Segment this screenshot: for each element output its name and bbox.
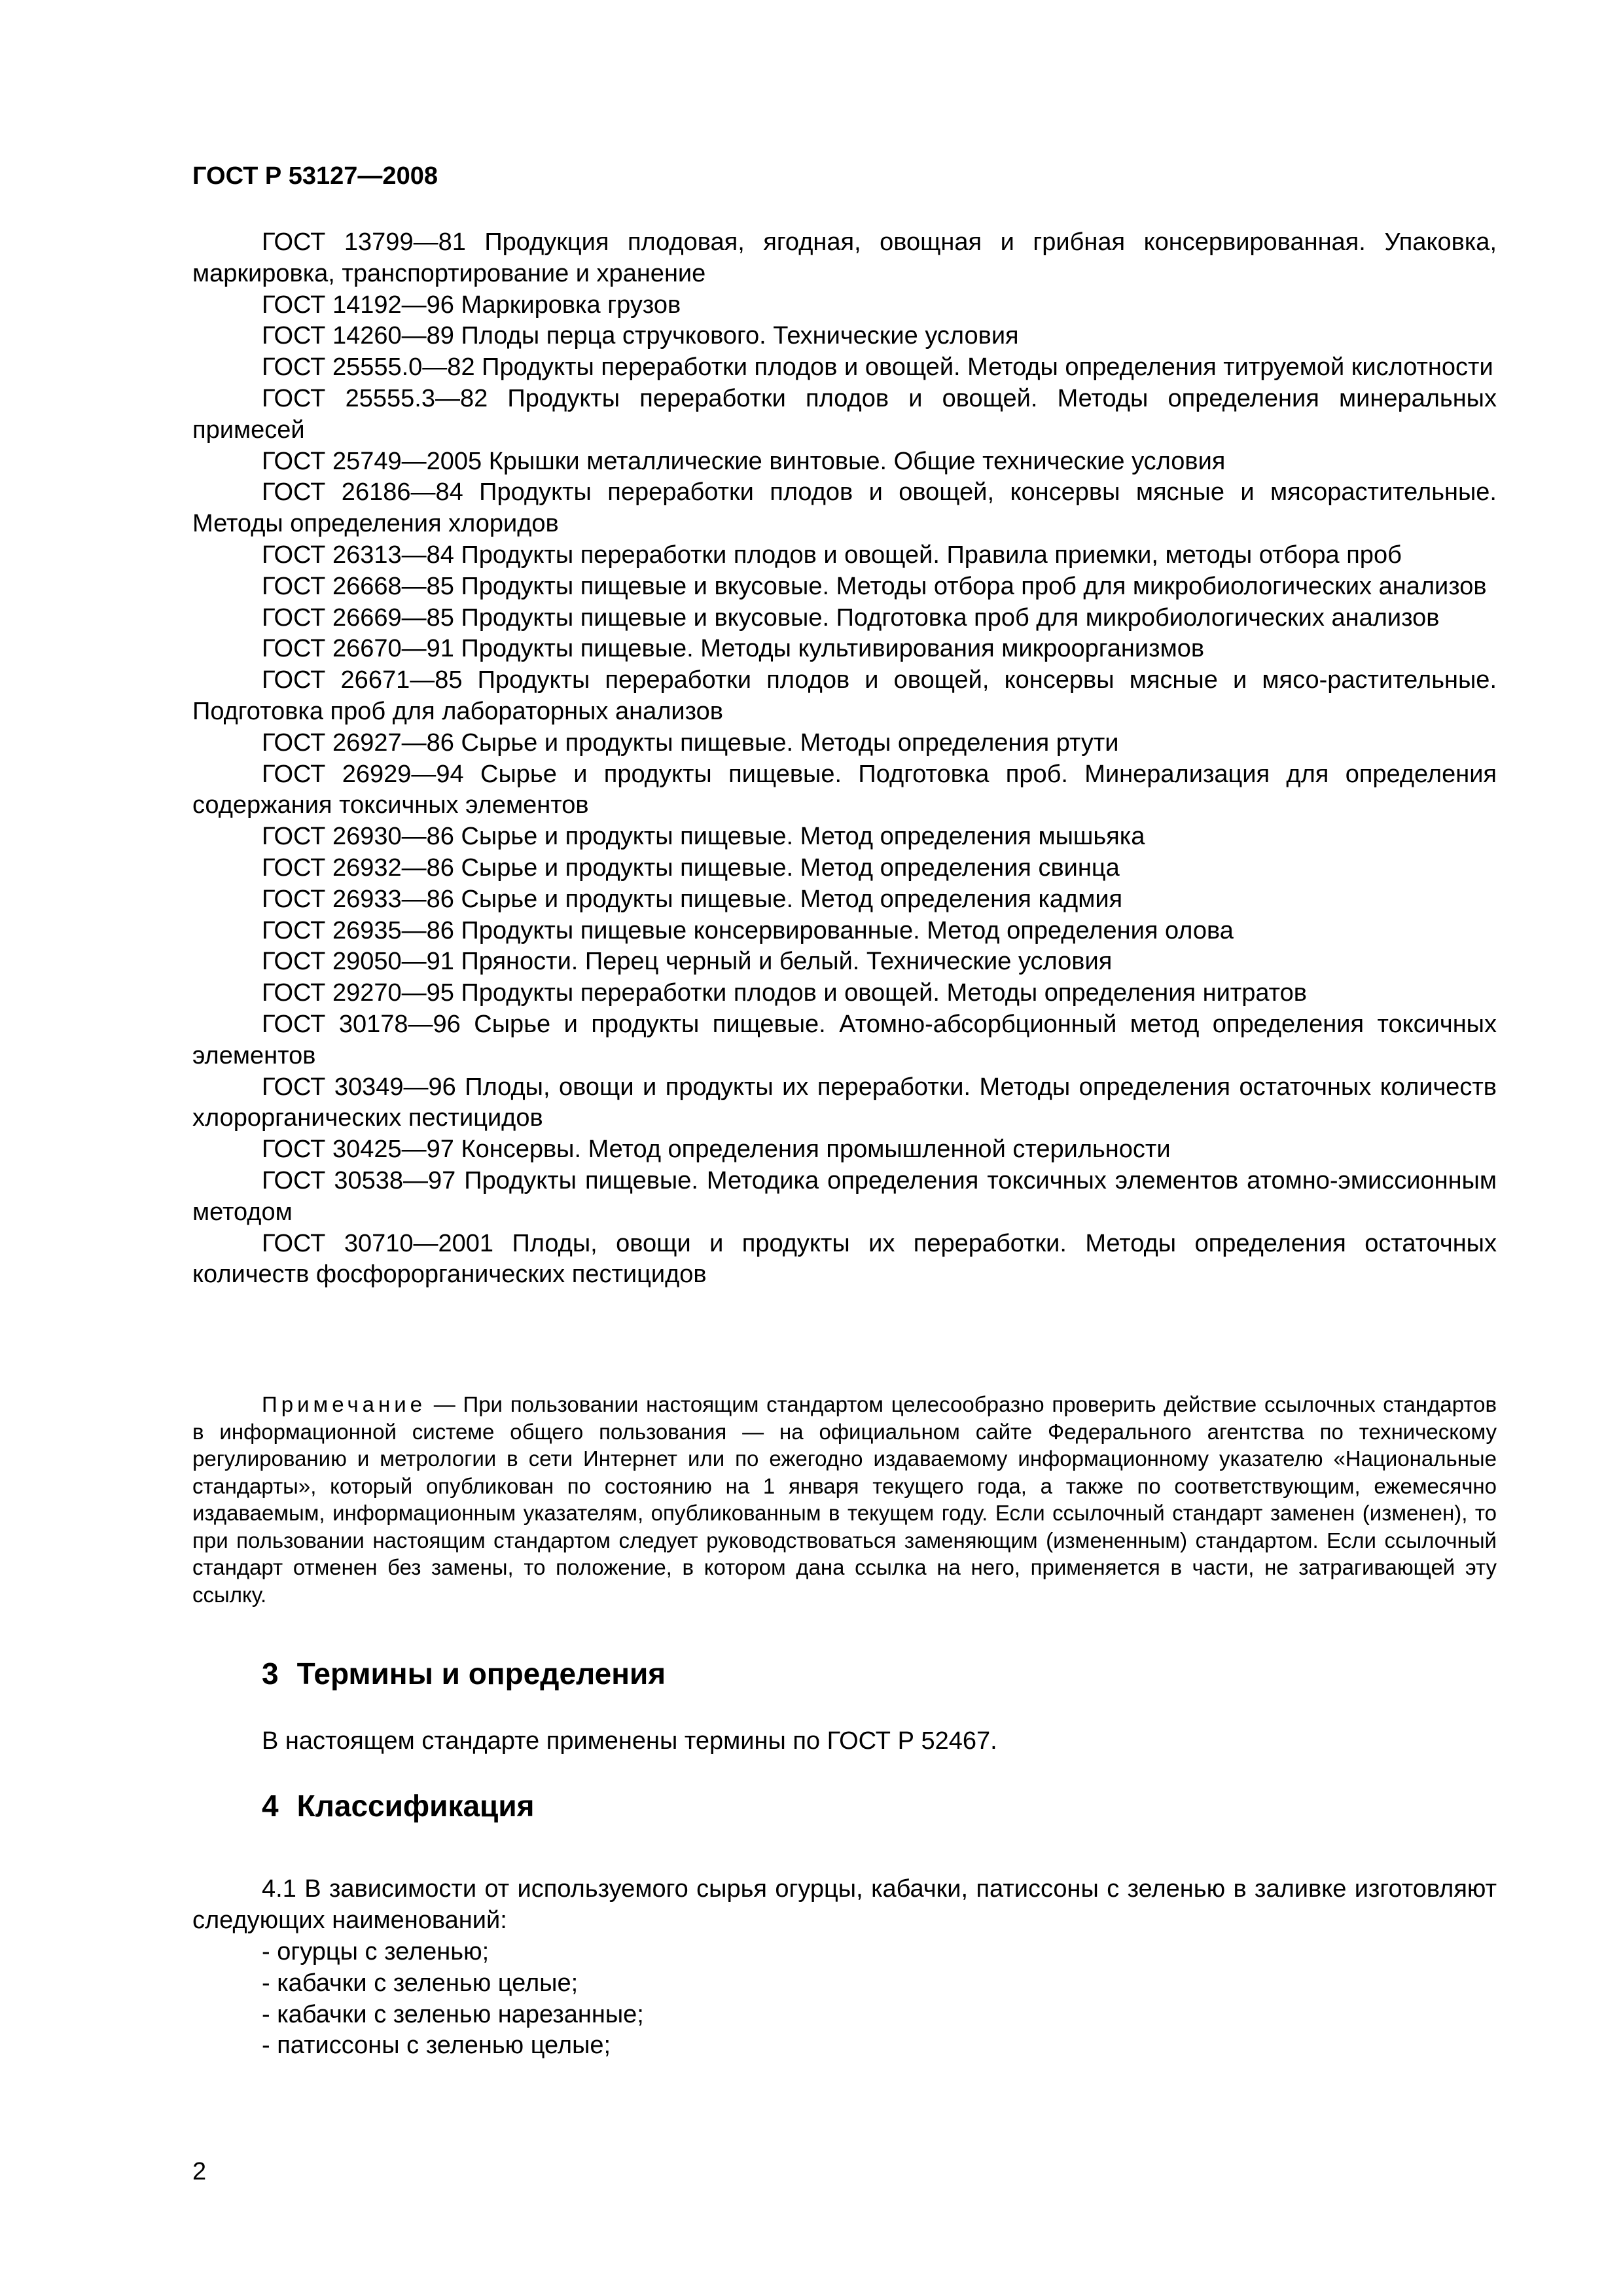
reference-item: ГОСТ 26669—85 Продукты пищевые и вкусовые. Подготовка проб для микробиологических анализов — [262, 603, 1440, 632]
reference-item: ГОСТ 14192—96 Маркировка грузов — [262, 291, 681, 319]
reference-item: ГОСТ 26671—85 Продукты переработки плодов и овощей, консервы мясные и мясо-растительные. Подготовка проб для лабораторных анализов — [192, 666, 1497, 725]
section-3-title: Термины и определения — [296, 1657, 666, 1691]
section-4-1-paragraph: 4.1 В зависимости от используемого сырья огурцы, кабачки, патиссоны с зеленью в заливке изготовляют следующих наименований: — [192, 1875, 1497, 1934]
reference-item: ГОСТ 25749—2005 Крышки металлические винтовые. Общие технические условия — [262, 447, 1226, 475]
reference-item: ГОСТ 29270—95 Продукты переработки плодов и овощей. Методы определения нитратов — [262, 979, 1307, 1007]
section-3-text: В настоящем стандарте применены термины по ГОСТ Р 52467. — [262, 1727, 997, 1755]
reference-item: ГОСТ 29050—91 Пряности. Перец черный и белый. Технические условия — [262, 948, 1113, 976]
section-4-heading — [262, 1788, 534, 1823]
reference-item: ГОСТ 26933—86 Сырье и продукты пищевые. Метод определения кадмия — [262, 885, 1123, 913]
list-item: - кабачки с зеленью целые; — [262, 1968, 644, 2000]
reference-item: ГОСТ 25555.3—82 Продукты переработки плодов и овощей. Методы определения минеральных примесей — [192, 384, 1497, 444]
note-label: Примечание — [262, 1392, 427, 1416]
reference-item: ГОСТ 26927—86 Сырье и продукты пищевые. Методы определения ртути — [262, 728, 1119, 757]
reference-item: ГОСТ 30178—96 Сырье и продукты пищевые. Атомно-абсорбционный метод определения токсичных элементов — [192, 1010, 1497, 1069]
normative-references — [192, 227, 1497, 1291]
reference-item: ГОСТ 30425—97 Консервы. Метод определения промышленной стерильности — [262, 1136, 1171, 1164]
reference-item: ГОСТ 14260—89 Плоды перца стручкового. Технические условия — [262, 322, 1019, 350]
reference-item: ГОСТ 30710—2001 Плоды, овощи и продукты их переработки. Методы определения остаточных количеств фосфорорганических пестицидов — [192, 1229, 1497, 1289]
document-header: ГОСТ Р 53127—2008 — [192, 162, 438, 190]
note-text: — При пользовании настоящим стандартом целесообразно проверить действие ссылочных стандартов в информационной системе общего пользования — на официальном сайте Федерального агентства по техническому регулированию и метрологии в сети Интернет или по ежегодно издаваемому информационному указателю «Национальные стандарты», который опубликован по состоянию на 1 января текущего года, а также по соответствующим, ежемесячно издаваемым, информационным указателям, опубликованным в текущем году. Если ссылочный стандарт заменен (изменен), то при пользовании настоящим стандартом следует руководствоваться заменяющим (измененным) стандартом. Если ссылочный стандарт отменен без замены, то положение, в котором дана ссылка на него, применяется в части, не затрагивающей эту ссылку. — [192, 1392, 1497, 1607]
reference-item: ГОСТ 26186—84 Продукты переработки плодов и овощей, консервы мясные и мясорастительные. Методы определения хлоридов — [192, 478, 1497, 538]
reference-item: ГОСТ 26670—91 Продукты пищевые. Методы культивирования микроорганизмов — [262, 635, 1205, 663]
product-names-list — [262, 1937, 644, 2062]
reference-item: ГОСТ 13799—81 Продукция плодовая, ягодная, овощная и грибная консервированная. Упаковка, маркировка, транспортирование и хранение — [192, 228, 1497, 287]
section-4-title: Классификация — [296, 1789, 535, 1823]
list-item: - огурцы с зеленью; — [262, 1937, 644, 1968]
note-paragraph — [192, 1391, 1497, 1608]
section-3-number: 3 — [262, 1657, 279, 1691]
list-item: - патиссоны с зеленью целые; — [262, 2030, 644, 2062]
reference-item: ГОСТ 26313—84 Продукты переработки плодов и овощей. Правила приемки, методы отбора проб — [262, 541, 1402, 569]
reference-item: ГОСТ 30349—96 Плоды, овощи и продукты их переработки. Методы определения остаточных количеств хлорорганических пестицидов — [192, 1073, 1497, 1132]
reference-item: ГОСТ 25555.0—82 Продукты переработки плодов и овощей. Методы определения титруемой кислотности — [262, 353, 1493, 382]
reference-item: ГОСТ 26668—85 Продукты пищевые и вкусовые. Методы отбора проб для микробиологических анализов — [262, 572, 1487, 600]
section-3-heading — [262, 1656, 666, 1691]
page-number: 2 — [192, 2158, 207, 2185]
reference-item: ГОСТ 26930—86 Сырье и продукты пищевые. Метод определения мышьяка — [262, 823, 1145, 851]
section-4-number: 4 — [262, 1789, 279, 1823]
reference-item: ГОСТ 30538—97 Продукты пищевые. Методика определения токсичных элементов атомно-эмиссионным методом — [192, 1166, 1497, 1226]
list-item: - кабачки с зеленью нарезанные; — [262, 2000, 644, 2031]
reference-item: ГОСТ 26929—94 Сырье и продукты пищевые. Подготовка проб. Минерализация для определения содержания токсичных элементов — [192, 760, 1497, 819]
reference-item: ГОСТ 26932—86 Сырье и продукты пищевые. Метод определения свинца — [262, 853, 1120, 882]
reference-item: ГОСТ 26935—86 Продукты пищевые консервированные. Метод определения олова — [262, 916, 1234, 944]
